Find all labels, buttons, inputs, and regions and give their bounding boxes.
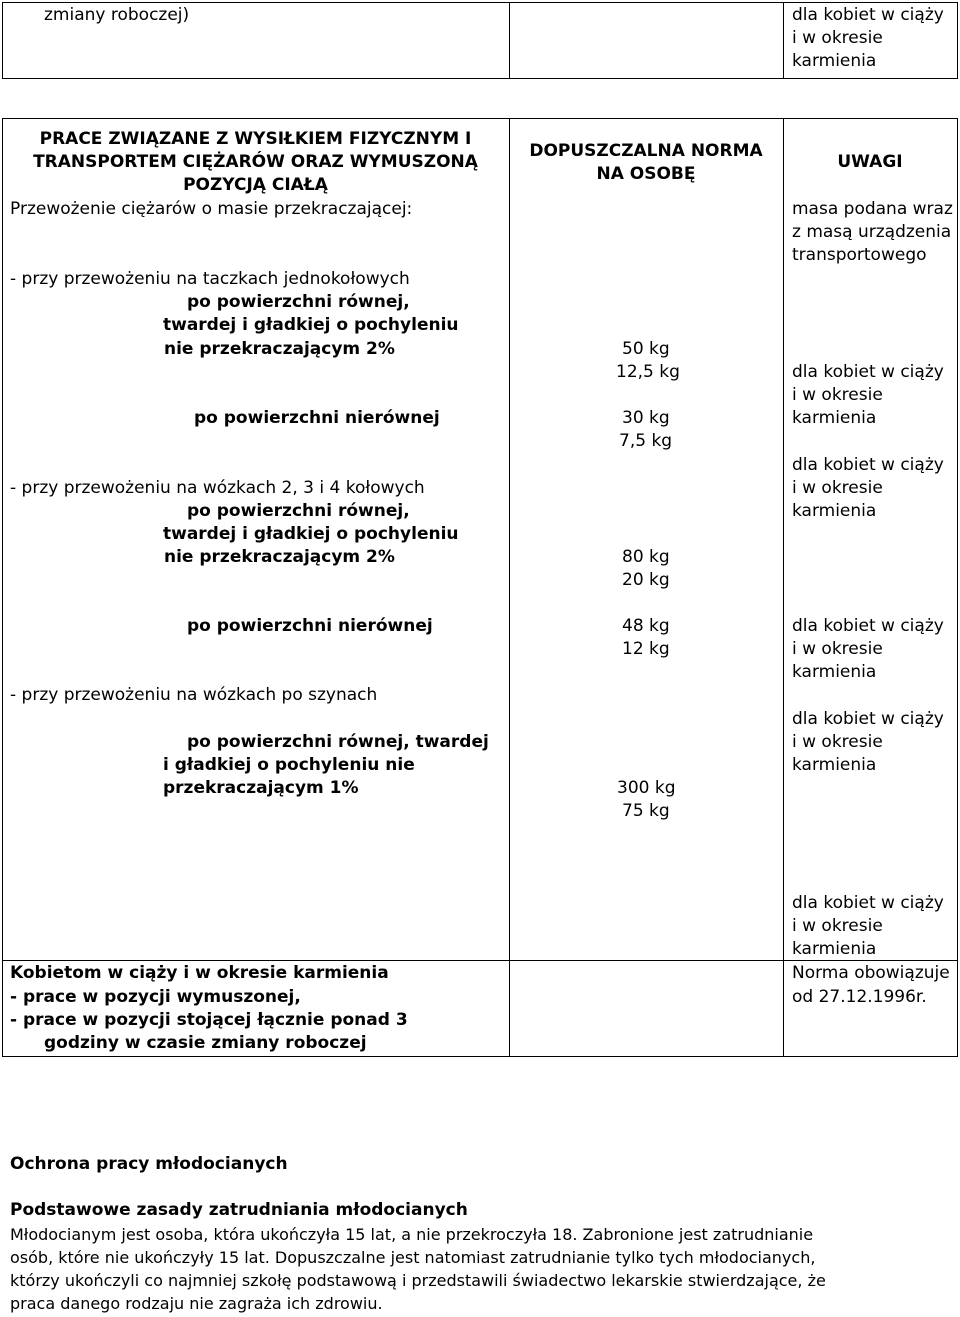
table-border [2, 118, 3, 1057]
table-border [2, 118, 958, 119]
value-cell: 7,5 kg [619, 431, 673, 451]
table-border [783, 118, 784, 1057]
list-item: - przy przewożeniu na wózkach 2, 3 i 4 kołowych [10, 478, 425, 498]
list-subitem: po powierzchni równej, [187, 292, 410, 312]
column-header: DOPUSZCZALNA NORMA [529, 141, 763, 161]
table-cell-text: zmiany roboczej) [44, 5, 190, 25]
list-item: - prace w pozycji wymuszonej, [10, 987, 301, 1007]
list-subitem: nie przekraczającym 2% [164, 547, 395, 567]
table-border [509, 118, 510, 1057]
list-subitem: po powierzchni nierównej [187, 616, 433, 636]
list-subitem: po powierzchni nierównej [194, 408, 440, 428]
note-women: karmienia [792, 408, 877, 428]
norm-note: Norma obowiązuje [792, 963, 950, 983]
note-women: dla kobiet w ciąży [792, 5, 944, 25]
value-cell: 30 kg [622, 408, 670, 428]
note-women: dla kobiet w ciąży [792, 616, 944, 636]
women-block-title: Kobietom w ciąży i w okresie karmienia [10, 963, 389, 983]
note-mass: transportowego [792, 245, 927, 265]
note-women: karmienia [792, 939, 877, 959]
value-cell: 12 kg [622, 639, 670, 659]
list-subitem: nie przekraczającym 2% [164, 339, 395, 359]
table-border [957, 2, 958, 79]
list-subitem: twardej i gładkiej o pochyleniu [163, 524, 459, 544]
table-border [2, 2, 958, 3]
column-header: UWAGI [837, 152, 903, 172]
note-women: karmienia [792, 501, 877, 521]
note-mass: masa podana wraz [792, 199, 953, 219]
note-women: i w okresie [792, 916, 883, 936]
value-cell: 75 kg [622, 801, 670, 821]
list-item: - przy przewożeniu na taczkach jednokołowych [10, 269, 410, 289]
note-women: karmienia [792, 51, 877, 71]
table-border [2, 1056, 958, 1057]
value-cell: 300 kg [617, 778, 676, 798]
paragraph-line: praca danego rodzaju nie zagraża ich zdrowiu. [10, 1294, 383, 1313]
note-women: dla kobiet w ciąży [792, 455, 944, 475]
list-subitem: i gładkiej o pochyleniu nie [163, 755, 415, 775]
list-subitem: przekraczającym 1% [163, 778, 359, 798]
note-women: karmienia [792, 755, 877, 775]
note-women: i w okresie [792, 639, 883, 659]
list-subitem: twardej i gładkiej o pochyleniu [163, 315, 459, 335]
list-subitem: po powierzchni równej, [187, 501, 410, 521]
value-cell: 50 kg [622, 339, 670, 359]
note-women: i w okresie [792, 478, 883, 498]
norm-note: od 27.12.1996r. [792, 987, 927, 1007]
column-header: NA OSOBĘ [596, 164, 696, 184]
table-border [509, 2, 510, 79]
note-mass: z masą urządzenia [792, 222, 952, 242]
list-item: - przy przewożeniu na wózkach po szynach [10, 685, 378, 705]
list-item: - prace w pozycji stojącej łącznie ponad 3 [10, 1010, 408, 1030]
list-item: godziny w czasie zmiany roboczej [44, 1033, 367, 1053]
note-women: i w okresie [792, 28, 883, 48]
column-header: TRANSPORTEM CIĘŻARÓW ORAZ WYMUSZONĄ [33, 152, 478, 172]
section-subheading: Podstawowe zasady zatrudniania młodocianych [10, 1200, 468, 1220]
paragraph-line: którzy ukończyli co najmniej szkołę podstawową i przedstawili świadectwo lekarskie stwierdzające, że [10, 1271, 826, 1290]
note-women: i w okresie [792, 385, 883, 405]
column-header: POZYCJĄ CIAŁĄ [183, 175, 328, 195]
table-border [2, 78, 958, 79]
list-subitem: po powierzchni równej, twardej [187, 732, 489, 752]
table-border [2, 960, 958, 961]
intro-text: Przewożenie ciężarów o masie przekraczającej: [10, 199, 413, 219]
note-women: karmienia [792, 662, 877, 682]
note-women: dla kobiet w ciąży [792, 709, 944, 729]
table-border [783, 2, 784, 79]
column-header: PRACE ZWIĄZANE Z WYSIŁKIEM FIZYCZNYM I [39, 129, 472, 149]
value-cell: 48 kg [622, 616, 670, 636]
note-women: dla kobiet w ciąży [792, 362, 944, 382]
value-cell: 80 kg [622, 547, 670, 567]
note-women: i w okresie [792, 732, 883, 752]
note-women: dla kobiet w ciąży [792, 893, 944, 913]
value-cell: 20 kg [622, 570, 670, 590]
paragraph-line: Młodocianym jest osoba, która ukończyła 15 lat, a nie przekroczyła 18. Zabronione jest zatrudnianie [10, 1225, 814, 1244]
value-cell: 12,5 kg [616, 362, 680, 382]
section-heading: Ochrona pracy młodocianych [10, 1154, 288, 1174]
paragraph-line: osób, które nie ukończyły 15 lat. Dopuszczalne jest natomiast zatrudnianie tylko tych młodocianych, [10, 1248, 816, 1267]
table-border [2, 2, 3, 79]
table-border [957, 118, 958, 1057]
